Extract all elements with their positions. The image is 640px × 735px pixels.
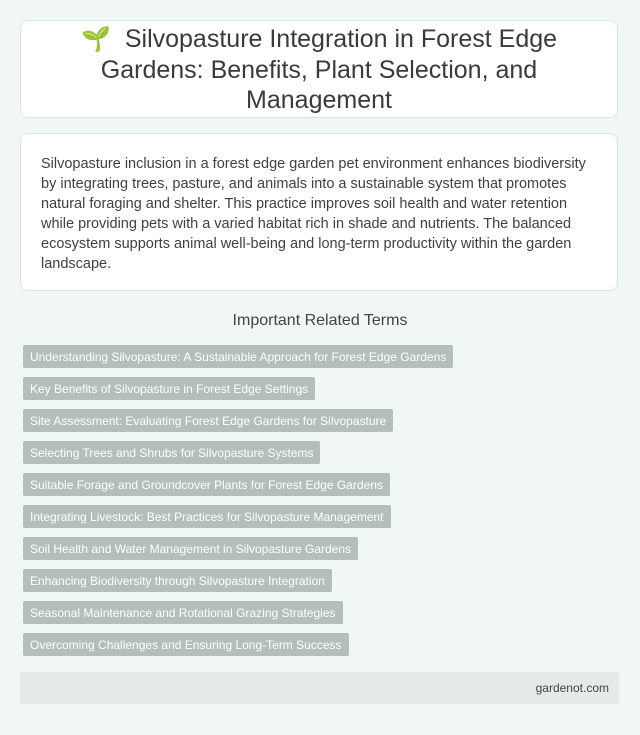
title-card [20, 20, 618, 118]
seedling-icon: 🌱 [80, 25, 111, 53]
related-term-link[interactable]: Enhancing Biodiversity through Silvopasture Integration [23, 569, 332, 592]
related-term-link[interactable]: Overcoming Challenges and Ensuring Long-Term Success [23, 633, 349, 656]
related-terms-heading: Important Related Terms [232, 312, 408, 329]
summary-text: Silvopasture inclusion in a forest edge garden pet environment enhances biodiversity by integrating trees, pasture, and animals into a sustainable system that promotes natural foraging and shelter. This practice improves soil health and water retention while providing pets with a varied habitat rich in shade and nutrients. The balanced ecosystem supports animal well-being and long-term productivity within the garden landscape. [41, 156, 586, 272]
related-term-link[interactable]: Site Assessment: Evaluating Forest Edge Gardens for Silvopasture [23, 409, 393, 432]
page-title [37, 24, 601, 115]
related-term-link[interactable]: Suitable Forage and Groundcover Plants for Forest Edge Gardens [23, 473, 390, 496]
related-term-link[interactable]: Key Benefits of Silvopasture in Forest Edge Settings [23, 377, 315, 400]
related-term-link[interactable]: Selecting Trees and Shrubs for Silvopasture Systems [23, 441, 320, 464]
related-term-link[interactable]: Understanding Silvopasture: A Sustainable Approach for Forest Edge Gardens [23, 345, 453, 368]
footer [20, 672, 619, 704]
related-term-link[interactable]: Integrating Livestock: Best Practices for Silvopasture Management [23, 505, 391, 528]
related-terms-list [23, 345, 623, 665]
summary-card [20, 133, 618, 291]
footer-site-link[interactable]: gardenot.com [535, 681, 609, 695]
related-term-link[interactable]: Soil Health and Water Management in Silvopasture Gardens [23, 537, 358, 560]
page-title-text: Silvopasture Integration in Forest Edge Gardens: Benefits, Plant Selection, and Management [100, 24, 558, 114]
related-term-link[interactable]: Seasonal Maintenance and Rotational Grazing Strategies [23, 601, 343, 624]
